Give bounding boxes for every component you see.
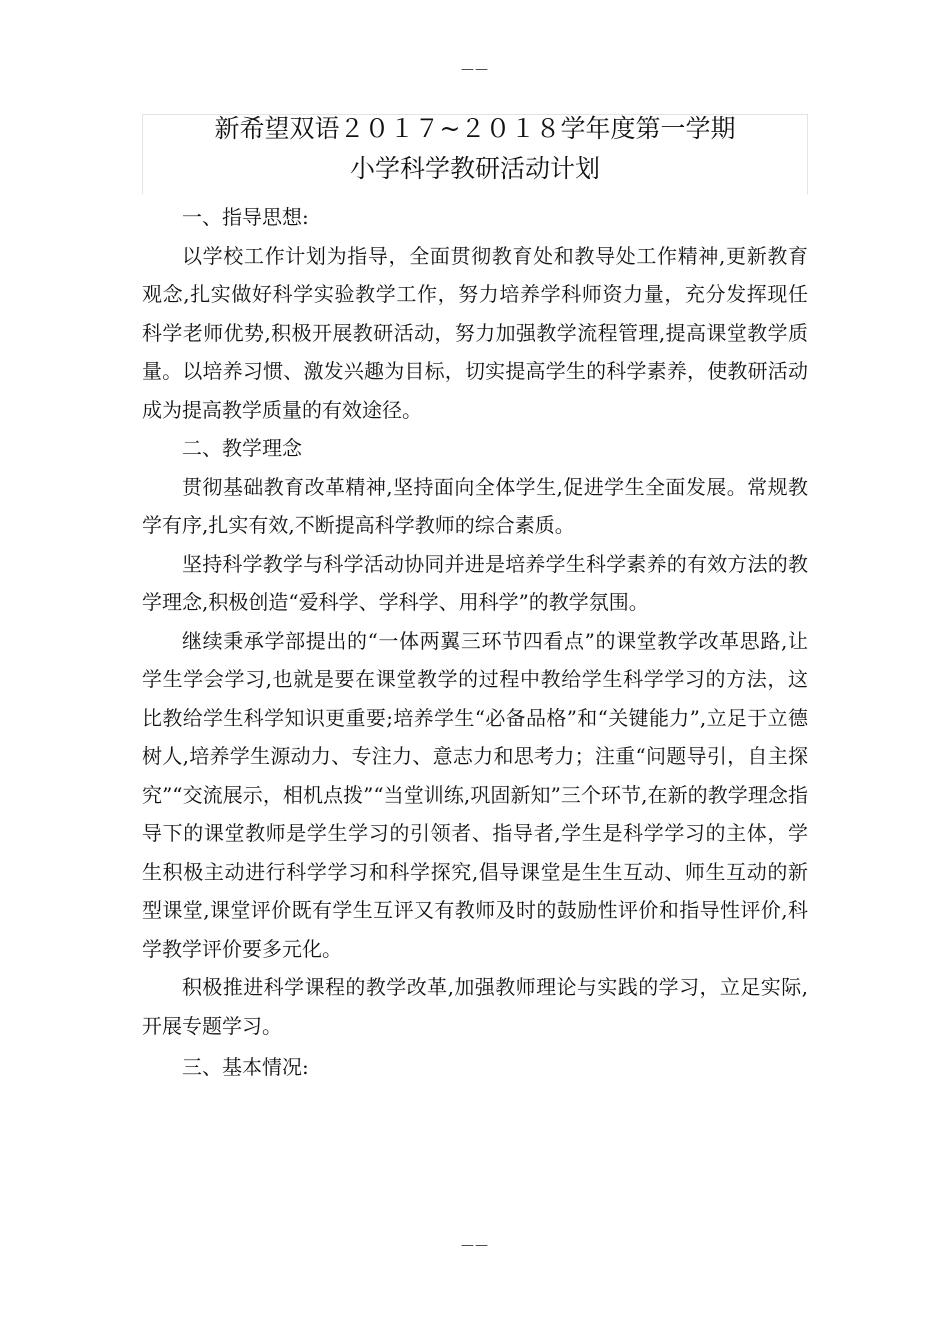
paragraph-teaching-concept-3: 继续秉承学部提出的“一体两翼三环节四看点”的课堂教学改革思路,让学生学会学习,也就是要在课堂教学的过程中教给学生科学学习的方法，这比教给学生科学知识更重要;培养学生“必备品格”和“关键能力”,立足于立德树人,培养学生源动力、专注力、意志力和思考力；注重“问题导引，自主探究”“交流展示，相机点拨”“当堂训练,巩固新知”三个环节,在新的教学理念指导下的课堂教师是学生学习的引领者、指导者,学生是科学学习的主体，学生积极主动进行科学学习和科学探究,倡导课堂是生生互动、师生互动的新型课堂,课堂评价既有学生互评又有教师及时的鼓励性评价和指导性评价,科学教学评价要多元化。: [142, 628, 808, 961]
document-body: [142, 198, 808, 1087]
document-subtitle: 小学科学教研活动计划: [349, 154, 600, 183]
section-heading-teaching-concept: 二、教学理念: [182, 436, 302, 460]
paragraph-teaching-concept-4: 积极推进科学课程的教学改革,加强教师理论与实践的学习，立足实际,开展专题学习。: [142, 975, 808, 1038]
section-heading-guiding-thought: 一、指导思想:: [182, 205, 309, 229]
document-title: 新希望双语２０１７~２０１８学年度第一学期: [214, 114, 736, 143]
section-heading-basic-situation: 三、基本情况:: [182, 1055, 309, 1079]
paragraph-guiding-thought: 以学校工作计划为指导，全面贯彻教育处和教导处工作精神,更新教育观念,扎实做好科学实验教学工作，努力培养学科师资力量，充分发挥现任科学老师优势,积极开展教研活动，努力加强教学流程管理,提高课堂教学质量。以培养习惯、激发兴趣为目标，切实提高学生的科学素养，使教研活动成为提高教学质量的有效途径。: [142, 243, 808, 422]
page-header-mark: ——: [461, 62, 489, 77]
page-footer-mark: ——: [461, 1238, 489, 1253]
paragraph-teaching-concept-2: 坚持科学教学与科学活动协同并进是培养学生科学素养的有效方法的教学理念,积极创造“爱科学、学科学、用科学”的教学氛围。: [142, 551, 808, 614]
paragraph-teaching-concept-1: 贯彻基础教育改革精神,坚持面向全体学生,促进学生全面发展。常规教学有序,扎实有效,不断提高科学教师的综合素质。: [142, 474, 808, 537]
